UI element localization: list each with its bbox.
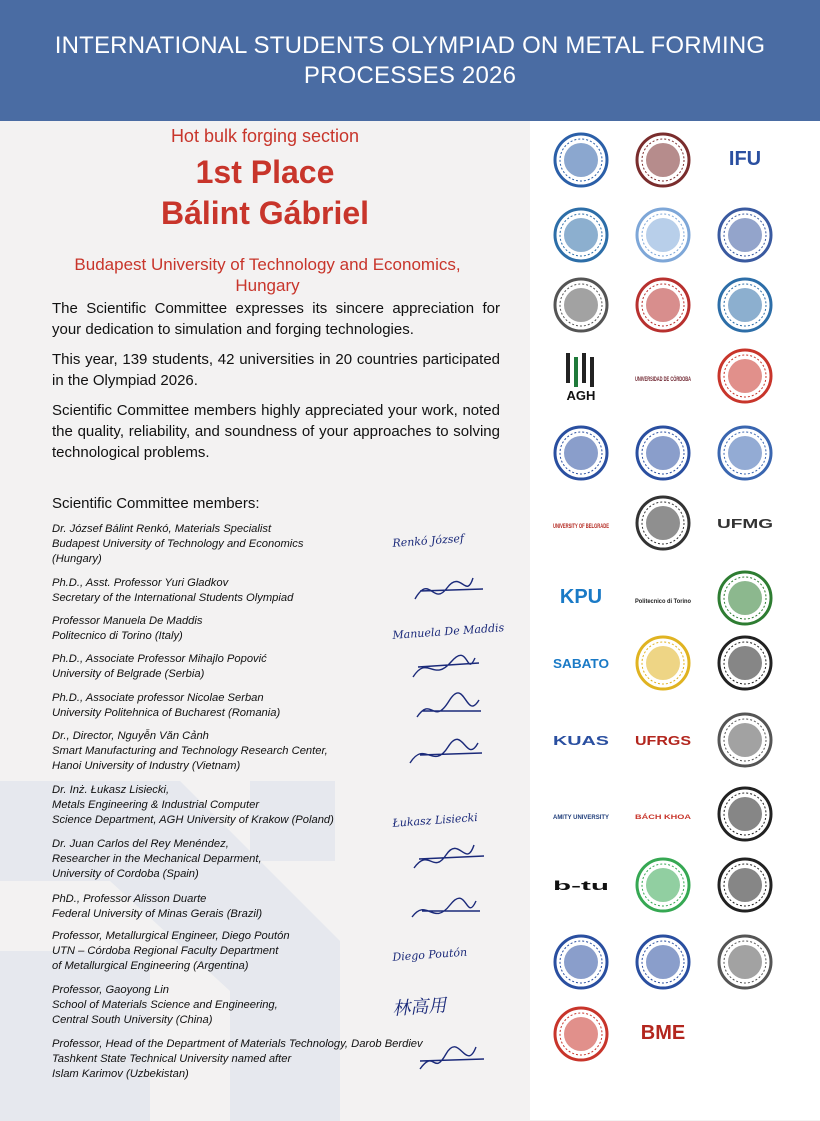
committee-member: [52, 614, 397, 644]
signature: [388, 835, 506, 879]
university-logo: [634, 856, 692, 914]
university-logo: [716, 785, 774, 843]
university-logo: [634, 276, 692, 334]
logo-emblem: [716, 131, 774, 189]
winner-name: Bálint Gábriel: [160, 195, 370, 231]
university-logo: [634, 424, 692, 482]
signature: [388, 887, 506, 931]
committee-member: [52, 576, 397, 606]
logo-text: b-tu: [553, 878, 610, 893]
logo-text: UFMG: [717, 516, 773, 531]
logo-emblem: [552, 569, 610, 627]
logo-emblem: [634, 494, 692, 552]
university-logo: [634, 131, 692, 189]
section-name: Hot bulk forging section: [170, 126, 360, 146]
university-logo: [552, 347, 610, 405]
member-line: Professor, Gaoyong Lin: [52, 984, 169, 996]
signature: [388, 643, 506, 687]
signature-stroke: [412, 898, 480, 917]
logo-emblem: [634, 276, 692, 334]
university-logo: [716, 276, 774, 334]
university-logo: [552, 785, 610, 843]
place-title: 1st Place: [195, 154, 335, 190]
member-line: University of Cordoba (Spain): [52, 868, 199, 880]
logo-text: AMITY UNIVERSITY: [553, 815, 609, 821]
logo-emblem: [716, 785, 774, 843]
university-logo: [552, 494, 610, 552]
member-line: School of Materials Science and Engineering,: [52, 999, 278, 1011]
university-logo: [552, 711, 610, 769]
logo-text: IFU: [728, 148, 762, 170]
logo-text: UFRGS: [635, 733, 692, 748]
member-line: Dr. József Bálint Renkó, Materials Specialist: [52, 523, 272, 535]
university-logo: [634, 634, 692, 692]
member-line: Hanoi University of Industry (Vietnam): [52, 760, 241, 772]
university-logo: [634, 785, 692, 843]
signature-text: 林高用: [391, 995, 447, 1020]
signature: [388, 981, 506, 1025]
university-logo: [716, 494, 774, 552]
logo-emblem: [634, 933, 692, 991]
logo-emblem: [634, 634, 692, 692]
signature-text: Renkó József: [391, 531, 465, 550]
university-logo: [552, 131, 610, 189]
university-logo: [716, 206, 774, 264]
member-line: Researcher in the Mechanical Deparment,: [52, 853, 262, 865]
logo-text: SABATO: [553, 656, 609, 671]
logo-emblem: [716, 206, 774, 264]
logo-emblem: [552, 494, 610, 552]
university-logo: [716, 933, 774, 991]
logo-emblem: [552, 856, 610, 914]
member-line: Professor Manuela De Maddis: [52, 615, 203, 627]
university-logo: [552, 933, 610, 991]
logo-emblem: [552, 933, 610, 991]
logo-emblem: [716, 634, 774, 692]
member-line: Professor, Metallurgical Engineer, Diego Poutón: [52, 930, 290, 942]
logo-emblem: [634, 785, 692, 843]
logo-text: AGH: [566, 388, 596, 403]
logo-text: BÁCH KHOA: [635, 815, 672, 821]
logo-emblem: [552, 276, 610, 334]
winner-university: Budapest University of Technology and Economics, Hungary: [74, 255, 461, 295]
member-line: Ph.D., Asst. Professor Yuri Gladkov: [52, 577, 229, 589]
logo-emblem: [716, 569, 774, 627]
member-line: of Metallurgical Engineering (Argentina): [52, 960, 249, 972]
university-logo: [634, 206, 692, 264]
logo-emblem: [552, 1005, 610, 1063]
university-logo: [716, 424, 774, 482]
logo-emblem: [716, 276, 774, 334]
member-line: Dr., Director, Nguyễn Văn Cảnh: [52, 730, 209, 742]
member-line: Islam Karimov (Uzbekistan): [52, 1068, 189, 1080]
member-line: Tashkent State Technical University named after: [52, 1053, 292, 1065]
member-line: Federal University of Minas Gerais (Brazil): [52, 908, 263, 920]
university-logo: [552, 276, 610, 334]
logo-emblem: [716, 494, 774, 552]
logo-text: KPU: [559, 586, 603, 608]
university-logo: [716, 711, 774, 769]
university-logo: [634, 347, 720, 405]
university-logo: [716, 347, 774, 405]
committee-member: [52, 652, 397, 682]
appreciation-paragraph: The Scientific Committee expresses its sincere appreciation for your dedication to simulation and forging technologies.: [52, 300, 500, 338]
member-line: Science Department, AGH University of Krakow (Poland): [52, 814, 334, 826]
member-line: Smart Manufacturing and Technology Research Center,: [52, 745, 328, 757]
logo-text: BME: [640, 1022, 686, 1044]
signature-text: Diego Poutón: [391, 945, 468, 964]
university-logo: [552, 634, 610, 692]
university-logo: [552, 424, 610, 482]
university-logo: [634, 711, 692, 769]
signature-text: Manuela De Maddis: [391, 621, 505, 642]
logo-emblem: [634, 131, 692, 189]
committee-member: [52, 983, 397, 1028]
logo-emblem: [716, 424, 774, 482]
logo-text: UNIVERSIDAD DE CÓRDOBA: [635, 377, 720, 383]
logo-text: KUAS: [553, 733, 610, 748]
logo-emblem: [634, 856, 692, 914]
member-line: (Hungary): [52, 553, 102, 565]
logo-emblem: [634, 347, 720, 405]
signature-stroke: [414, 845, 484, 868]
statistics-paragraph: This year, 139 students, 42 universities in 20 countries participated in the Olympiad 2026.: [52, 351, 500, 389]
olympiad-title: INTERNATIONAL STUDENTS OLYMPIAD ON METAL FORMING PROCESSES 2026: [54, 31, 766, 89]
logo-emblem: [552, 634, 610, 692]
signature: [388, 731, 506, 775]
university-logo: [634, 494, 692, 552]
logo-emblem: [552, 785, 610, 843]
university-logos-panel: [530, 121, 820, 1120]
logo-emblem: [634, 424, 692, 482]
logo-emblem: [634, 1005, 692, 1063]
header-banner: [0, 0, 820, 121]
member-line: University Politehnica of Bucharest (Romania): [52, 707, 281, 719]
logo-emblem: [716, 933, 774, 991]
committee-member: [52, 522, 397, 567]
signature: [388, 793, 506, 837]
committee-member: [52, 1037, 423, 1082]
logo-text: UNIVERSITY OF BELGRADE: [553, 524, 609, 530]
university-logo: [634, 1005, 692, 1063]
signature-stroke: [417, 693, 481, 717]
logo-emblem: [634, 569, 692, 627]
member-line: Ph.D., Associate professor Nicolae Serban: [52, 692, 264, 704]
logo-emblem: [552, 206, 610, 264]
university-logo: [634, 569, 692, 627]
member-line: PhD., Professor Alisson Duarte: [52, 893, 207, 905]
signature-stroke: [413, 655, 479, 677]
university-logo: [716, 131, 774, 189]
logo-emblem: [552, 424, 610, 482]
member-line: Secretary of the International Students Olympiad: [52, 592, 294, 604]
university-logo: [716, 634, 774, 692]
signature-stroke: [420, 1047, 484, 1069]
logo-emblem: [552, 711, 610, 769]
committee-member: [52, 929, 397, 974]
logo-emblem: [552, 131, 610, 189]
signature-stroke: [415, 578, 483, 599]
evaluation-paragraph: Scientific Committee members highly appreciated your work, noted the quality, reliability, and soundness of your approaches to solving technological problems.: [52, 402, 500, 461]
logo-emblem: [552, 347, 610, 405]
logo-emblem: [716, 711, 774, 769]
signature: [388, 927, 506, 971]
university-logo: [552, 1005, 610, 1063]
logo-text: Politecnico di Torino: [635, 599, 692, 605]
member-line: Politecnico di Torino (Italy): [52, 630, 183, 642]
logo-emblem: [716, 347, 774, 405]
university-logo: [716, 569, 774, 627]
committee-member: [52, 837, 397, 882]
committee-member: [52, 892, 397, 922]
committee-member: [52, 729, 397, 774]
member-line: Professor, Head of the Department of Materials Technology, Darob Berdiev: [52, 1038, 423, 1050]
member-line: Dr. Inż. Łukasz Lisiecki,: [52, 784, 170, 796]
member-line: Budapest University of Technology and Economics: [52, 538, 304, 550]
university-logo: [634, 933, 692, 991]
logo-emblem: [716, 856, 774, 914]
committee-member: [52, 783, 397, 828]
signature: [388, 1037, 506, 1081]
member-line: UTN – Córdoba Regional Faculty Department: [52, 945, 279, 957]
member-line: University of Belgrade (Serbia): [52, 668, 205, 680]
member-line: Ph.D., Associate Professor Mihajlo Popović: [52, 653, 267, 665]
logo-emblem: [634, 206, 692, 264]
university-logo: [716, 856, 774, 914]
committee-member: [52, 691, 397, 721]
university-logo: [552, 856, 610, 914]
university-logo: [552, 206, 610, 264]
university-logo: [552, 569, 610, 627]
member-line: Central South University (China): [52, 1014, 213, 1026]
logo-emblem: [634, 711, 692, 769]
member-line: Metals Engineering & Industrial Computer: [52, 799, 260, 811]
signature-stroke: [410, 739, 482, 763]
members-heading: Scientific Committee members:: [52, 495, 260, 512]
signature: [388, 513, 506, 557]
certificate-body: [0, 121, 530, 1120]
member-line: Dr. Juan Carlos del Rey Menéndez,: [52, 838, 229, 850]
signature-text: Łukasz Lisiecki: [391, 810, 479, 830]
signature: [388, 687, 506, 731]
